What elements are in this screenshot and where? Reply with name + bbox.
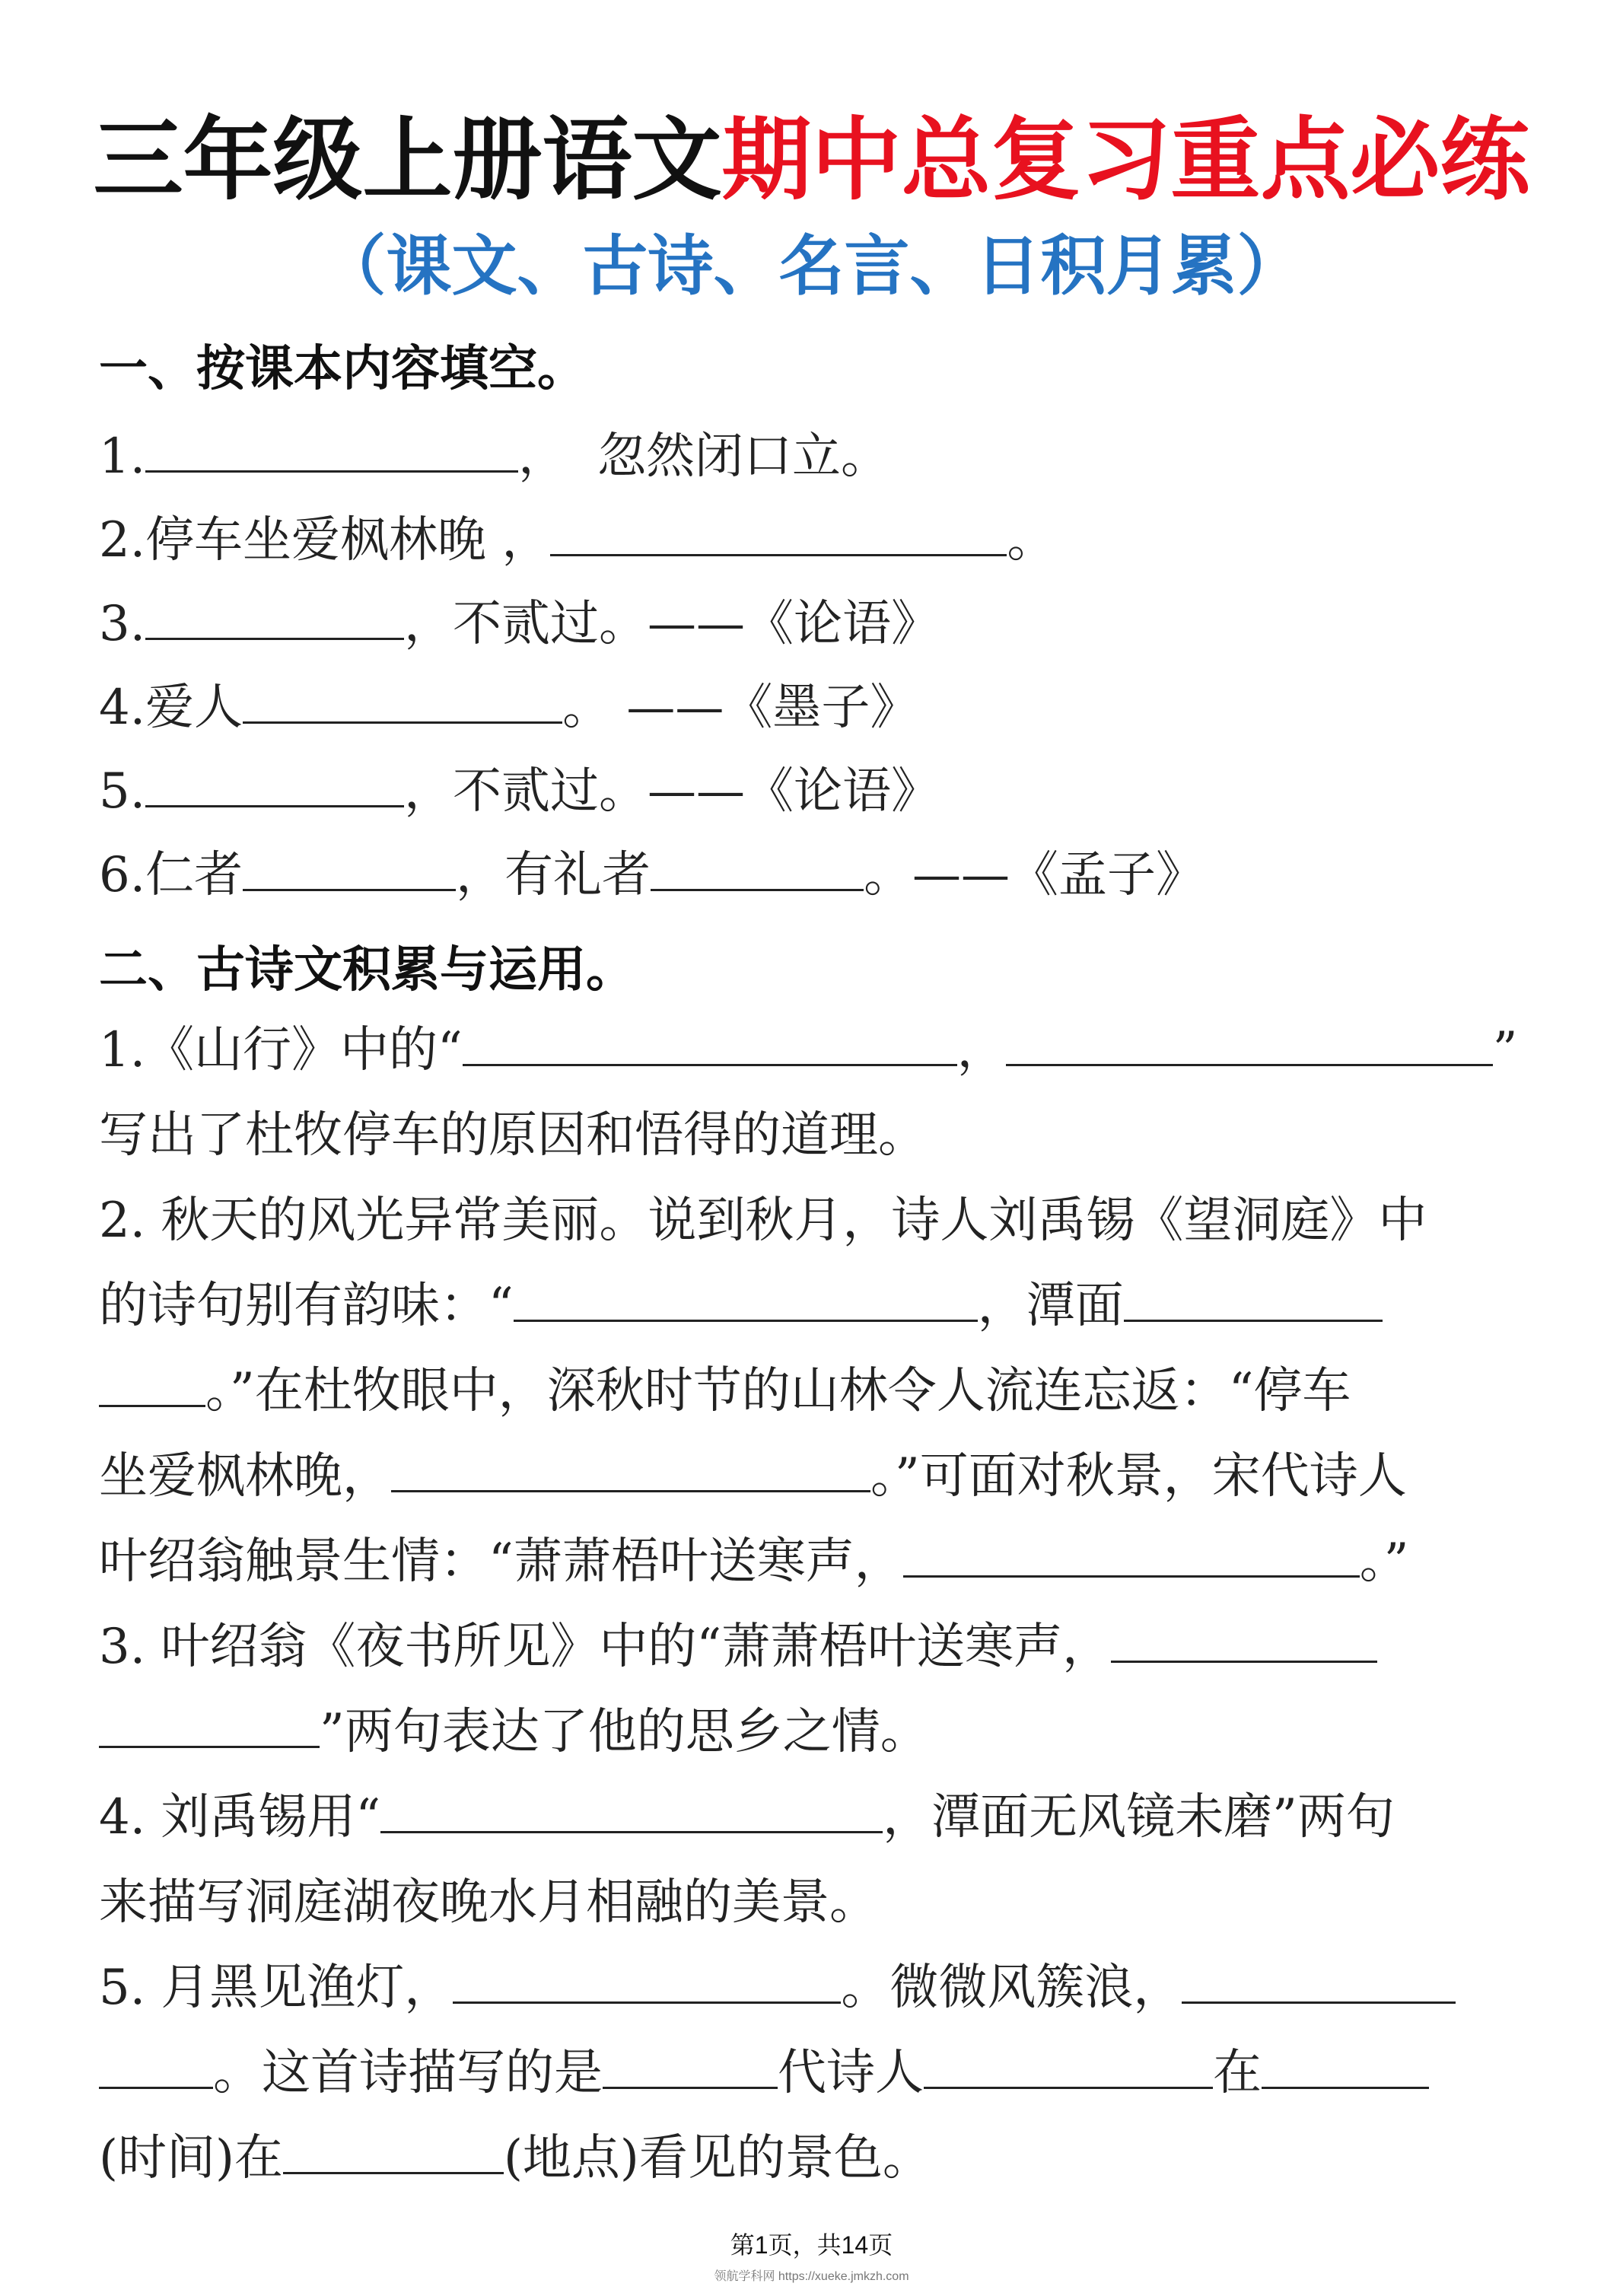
q-text: ” [1492,1022,1518,1078]
answer-blank[interactable] [550,507,1007,556]
q-text: 。 ——《墨子》 [562,680,919,736]
q-text: 坐爱枫林晚， [99,1448,391,1505]
q-text: ， [518,428,568,485]
q-text: 忽然闭口立。 [597,428,890,485]
answer-blank[interactable] [145,423,518,473]
s1-question-5 [99,757,1545,826]
answer-blank[interactable] [1262,2040,1429,2089]
answer-blank[interactable] [924,2040,1213,2089]
s2-question-4-line-1 [99,1783,1545,1852]
q-text: ，潭面 [977,1278,1124,1334]
q-text: ， [956,1022,1006,1078]
answer-blank[interactable] [1111,1613,1377,1663]
answer-blank[interactable] [391,1443,870,1492]
s2-question-2-line-4 [99,1442,1545,1511]
s1-question-3 [99,590,1545,658]
q-text: 。 [1007,512,1056,568]
q-text: ，不贰过。——《论语》 [404,763,940,820]
answer-blank[interactable] [463,1017,957,1066]
q-text: 叶绍翁触景生情：“萧萧梧叶送寒声， [99,1533,903,1590]
s2-question-4-line-2: 来描写洞庭湖夜晚水月相融的美景。 [99,1874,878,1931]
answer-blank[interactable] [1124,1272,1383,1322]
s2-question-2-line-5 [99,1527,1545,1596]
q-text: 。” [1359,1533,1409,1590]
s1-question-2 [99,506,1545,575]
answer-blank[interactable] [283,2125,504,2174]
q-number: 3. [99,596,146,652]
q-text: 代诗人 [778,2045,924,2101]
q-text: 仁者 [145,847,243,903]
s1-question-4 [99,674,1545,742]
q-number: 5. [99,763,146,820]
q-text: ”两句表达了他的思乡之情。 [320,1704,929,1760]
title-black-part: 三年级上册语文 [93,107,722,212]
q-text: 停车坐爱枫林晚 ， [145,512,551,568]
title-red-part: 期中总复习重点必练 [721,107,1530,212]
s2-question-2-line-1: 2. 秋天的风光异常美丽。说到秋月，诗人刘禹锡《望洞庭》中 [99,1193,1427,1249]
q-text: (地点)看见的景色。 [503,2130,931,2186]
s2-question-5-line-3 [99,2124,1545,2193]
answer-blank[interactable] [453,1954,841,2004]
q-number: 6. [99,847,146,903]
q-text: 。”可面对秋景，宋代诗人 [870,1448,1407,1505]
q-text: 4. 刘禹锡用“ [99,1789,381,1845]
q-number: 2. [99,512,146,568]
s1-question-6 [99,841,1545,909]
answer-blank[interactable] [243,674,562,724]
answer-blank[interactable] [99,1699,320,1748]
q-text: 1.《山行》中的“ [99,1022,463,1078]
answer-blank[interactable] [651,842,864,891]
page-title [0,99,1623,221]
s2-question-3-line-2 [99,1698,1545,1766]
answer-blank[interactable] [99,1358,205,1407]
s2-question-2-line-3 [99,1357,1545,1425]
page-subtitle: （课文、古诗、名言、日积月累） [320,228,1303,304]
answer-blank[interactable] [380,1784,883,1833]
answer-blank[interactable] [1006,1017,1493,1066]
q-text: 在 [1213,2045,1262,2101]
q-number: 4. [99,680,146,736]
q-text: 。——《孟子》 [864,847,1205,903]
s2-question-1-line-1 [99,1016,1545,1084]
q-text: 的诗句别有韵味：“ [99,1278,514,1334]
q-number: 1. [99,428,146,485]
q-text: 。微微风簇浪， [841,1960,1182,2016]
answer-blank[interactable] [99,2040,213,2089]
answer-blank[interactable] [145,758,404,807]
answer-blank[interactable] [243,842,456,891]
section-2-heading: 二、古诗文积累与运用。 [99,942,635,998]
answer-blank[interactable] [514,1272,978,1322]
s2-question-5-line-1 [99,1954,1545,2022]
q-text: 爱人 [145,680,243,736]
site-footer-link[interactable]: 领航学科网 https://xueke.jmkzh.com [714,2270,909,2283]
q-text: 。”在杜牧眼中，深秋时节的山林令人流连忘返：“停车 [205,1363,1351,1419]
q-text: ，有礼者 [456,847,651,903]
answer-blank[interactable] [145,591,404,640]
answer-blank[interactable] [903,1528,1360,1578]
s2-question-2-line-2 [99,1272,1545,1340]
answer-blank[interactable] [1182,1954,1456,2004]
q-text: ，潭面无风镜未磨”两句 [883,1789,1395,1845]
section-1-heading: 一、按课本内容填空。 [99,341,586,397]
q-text: (时间)在 [99,2130,283,2186]
s2-question-3-line-1 [99,1613,1545,1681]
answer-blank[interactable] [603,2040,778,2089]
s1-question-1 [99,422,1545,491]
q-text: 3. 叶绍翁《夜书所见》中的“萧萧梧叶送寒声， [99,1619,1112,1675]
q-text: 5. 月黑见渔灯， [99,1960,453,2016]
page-number: 第1页，共14页 [730,2231,893,2259]
s2-question-1-line-2: 写出了杜牧停车的原因和悟得的道理。 [99,1107,927,1164]
s2-question-5-line-2 [99,2039,1545,2107]
q-text: ，不贰过。——《论语》 [404,596,940,652]
q-text: 。这首诗描写的是 [213,2045,603,2101]
